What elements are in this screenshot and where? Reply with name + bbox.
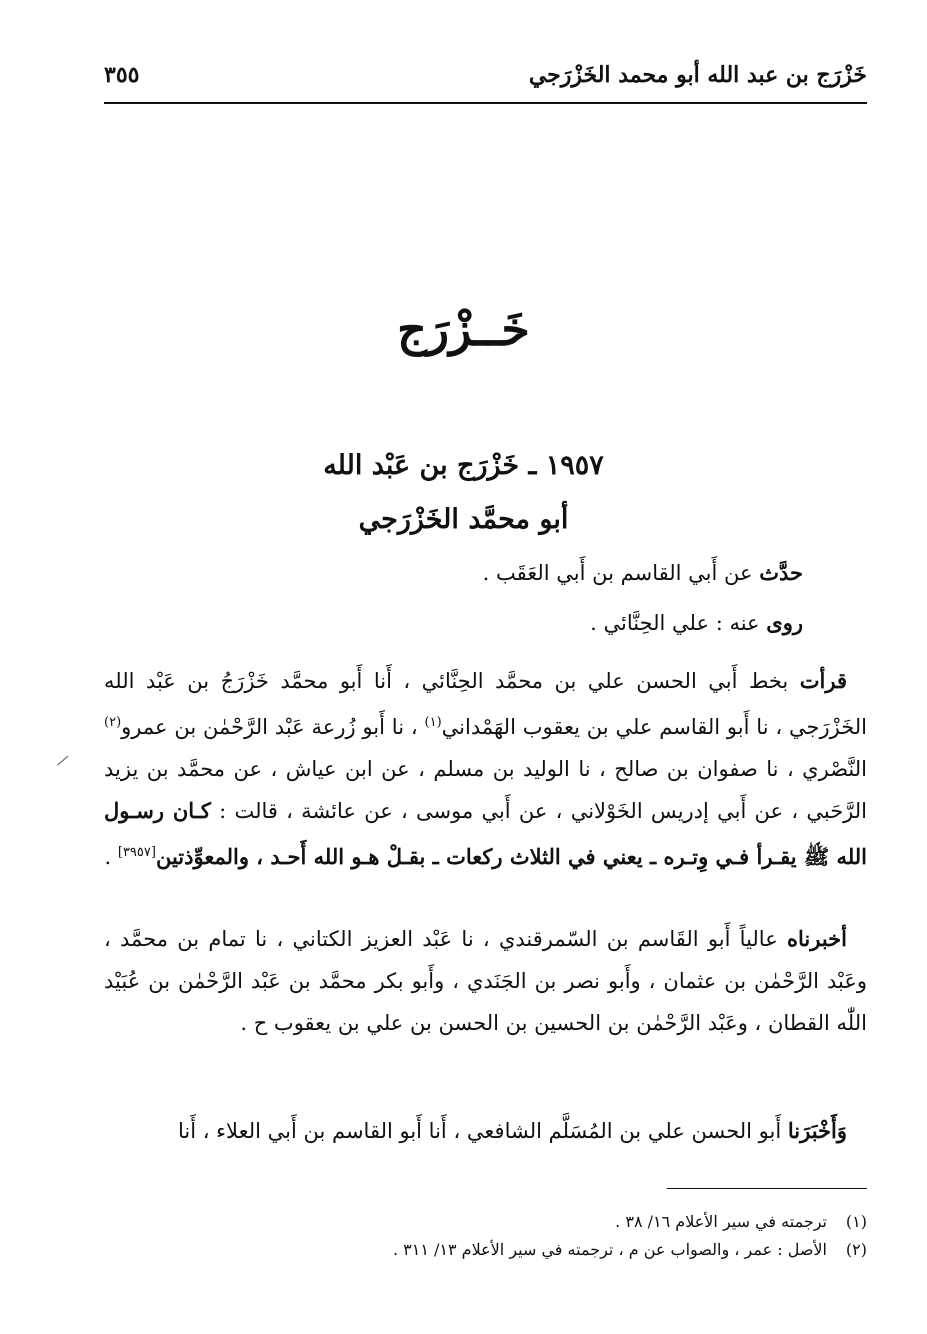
footnote-rule (667, 1188, 867, 1189)
entry-heading-kunya: أبو محمَّد الخَزْرَجي (358, 504, 569, 535)
paragraph-qara-tu (104, 660, 867, 878)
haddath-lead: حدَّث (759, 560, 803, 585)
footnote-text: ترجمته في سير الأعلام ١٦/ ٣٨ . (615, 1212, 827, 1231)
paragraph-text: أَبو الحسن علي بن المُسَلَّم الشافعي ، أَنا أَبو القاسم بن أَبي العلاء ، أَنا (177, 1119, 788, 1143)
paragraph-text: عالياً أَبو القَاسم بن السّمرقندي ، نا عَبْد العزيز الكتاني ، نا تمام بن محمَّد ، وعَبْد الرَّحْمٰن بن عثمان ، وأَبو نصر بن الجَنَدي ، وأَبو بكر محمَّد بن عَبْد الرَّحْمٰن بن عُبَيْد اللّٰه القطان ، وعَبْد الرَّحْمٰن بن الحسين بن الحسن بن علي بن يعقوب ح . (104, 927, 867, 1035)
header-rule (104, 102, 867, 104)
haddath-line (483, 560, 803, 585)
paragraph-akhbaranahu (104, 918, 867, 1044)
page-number: ٣٥٥ (104, 62, 140, 88)
margin-mark (57, 756, 69, 767)
chapter-title: خَــزْرَج (397, 302, 530, 356)
footnote-text: الأصل : عمر ، والصواب عن م ، ترجمته في سير الأعلام ١٣/ ٣١١ . (392, 1240, 827, 1259)
footnote-number: (١) (845, 1212, 867, 1231)
footnote-item (104, 1208, 867, 1236)
footnote-ref-2[interactable]: (٢) (104, 715, 122, 730)
paragraph-end: . (104, 845, 118, 869)
hadith-text: كـان رسـول الله ﷺ يقـرأ فـي وِتـره ـ يعني في الثلاث ركعات ـ بقـلْ هـو الله أَحـد ، والمعوِّذتين (104, 798, 867, 869)
footnote-ref-1[interactable]: (١) (424, 715, 442, 730)
footnote-number: (٢) (845, 1240, 867, 1259)
rawa-text: عنه : علي الحِنَّائي . (590, 611, 767, 635)
paragraph-lead: قرأت (799, 668, 847, 693)
haddath-text: عن أَبي القاسم بن أَبي العَقَب . (482, 561, 760, 585)
running-header (104, 56, 867, 100)
rawa-line (590, 610, 803, 635)
paragraph-lead: أخبرناه (787, 926, 847, 951)
paragraph-text: النَّصْري ، نا صفوان بن صالح ، نا الوليد بن مسلم ، عن ابن عياش ، عن محمَّد بن يزيد الرَّحَبي ، عن أَبي إدريس الخَوْلاني ، عن أَبي موسى ، عن عائشة ، قالت : (104, 757, 867, 823)
hadith-number: [٣٩٥٧] (117, 845, 156, 860)
paragraph-lead: وَأَخْبَرَنا (787, 1118, 847, 1143)
paragraph-text: ، نا أَبو زُرعة عَبْد الرَّحْمٰن بن عمرو (121, 715, 425, 739)
running-title: خَزْرَج بن عبد الله أبو محمد الخَزْرَجي (528, 62, 867, 88)
rawa-lead: روى (766, 610, 803, 635)
paragraph-wa-akhbarana (104, 1110, 867, 1152)
paragraph-text: بخط أَبي الحسن علي بن محمَّد الحِنَّائي ، أَنا أَبو محمَّد خَزْرَجُ بن عَبْد الله الخَزْرَجي ، نا أَبو القاسم علي بن يعقوب الهَمْداني (104, 669, 867, 739)
footnote-item (104, 1236, 867, 1264)
entry-heading-name: ١٩٥٧ ـ خَزْرَج بن عَبْد الله (323, 450, 604, 481)
footnotes (104, 1208, 867, 1264)
